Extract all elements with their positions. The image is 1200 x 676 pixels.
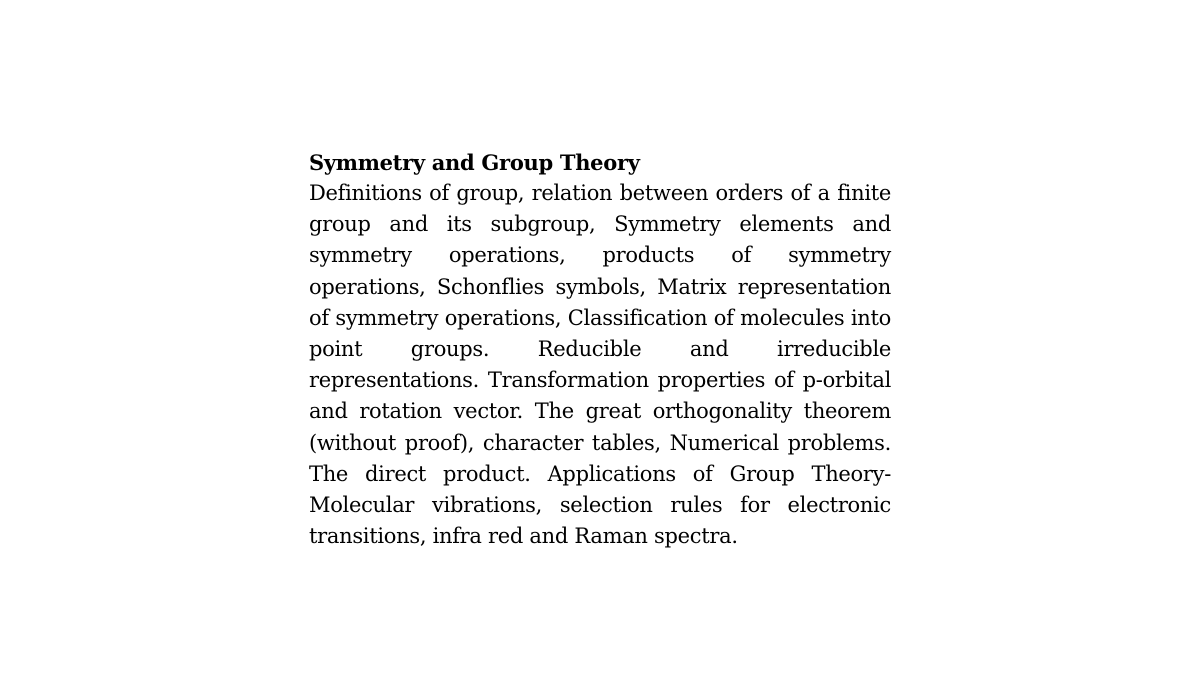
section-heading: Symmetry and Group Theory: [309, 150, 640, 175]
section-body: Definitions of group, relation between orders of a finite group and its subgroup, Symmetry elements and symmetry operations, products of symmetry operations, Schonflies symbols, Matrix representation of symmetry operations, Classification of molecules into point groups. Reducible and irreducible representations. Transformation properties of p-orbital and rotation vector. The great orthogonality theorem (without proof), character tables, Numerical problems. The direct product. Applications of Group Theory- Molecular vibrations, selection rules for electronic transitions, infra red and Raman spectra.: [309, 181, 891, 549]
text-block: [309, 147, 891, 552]
